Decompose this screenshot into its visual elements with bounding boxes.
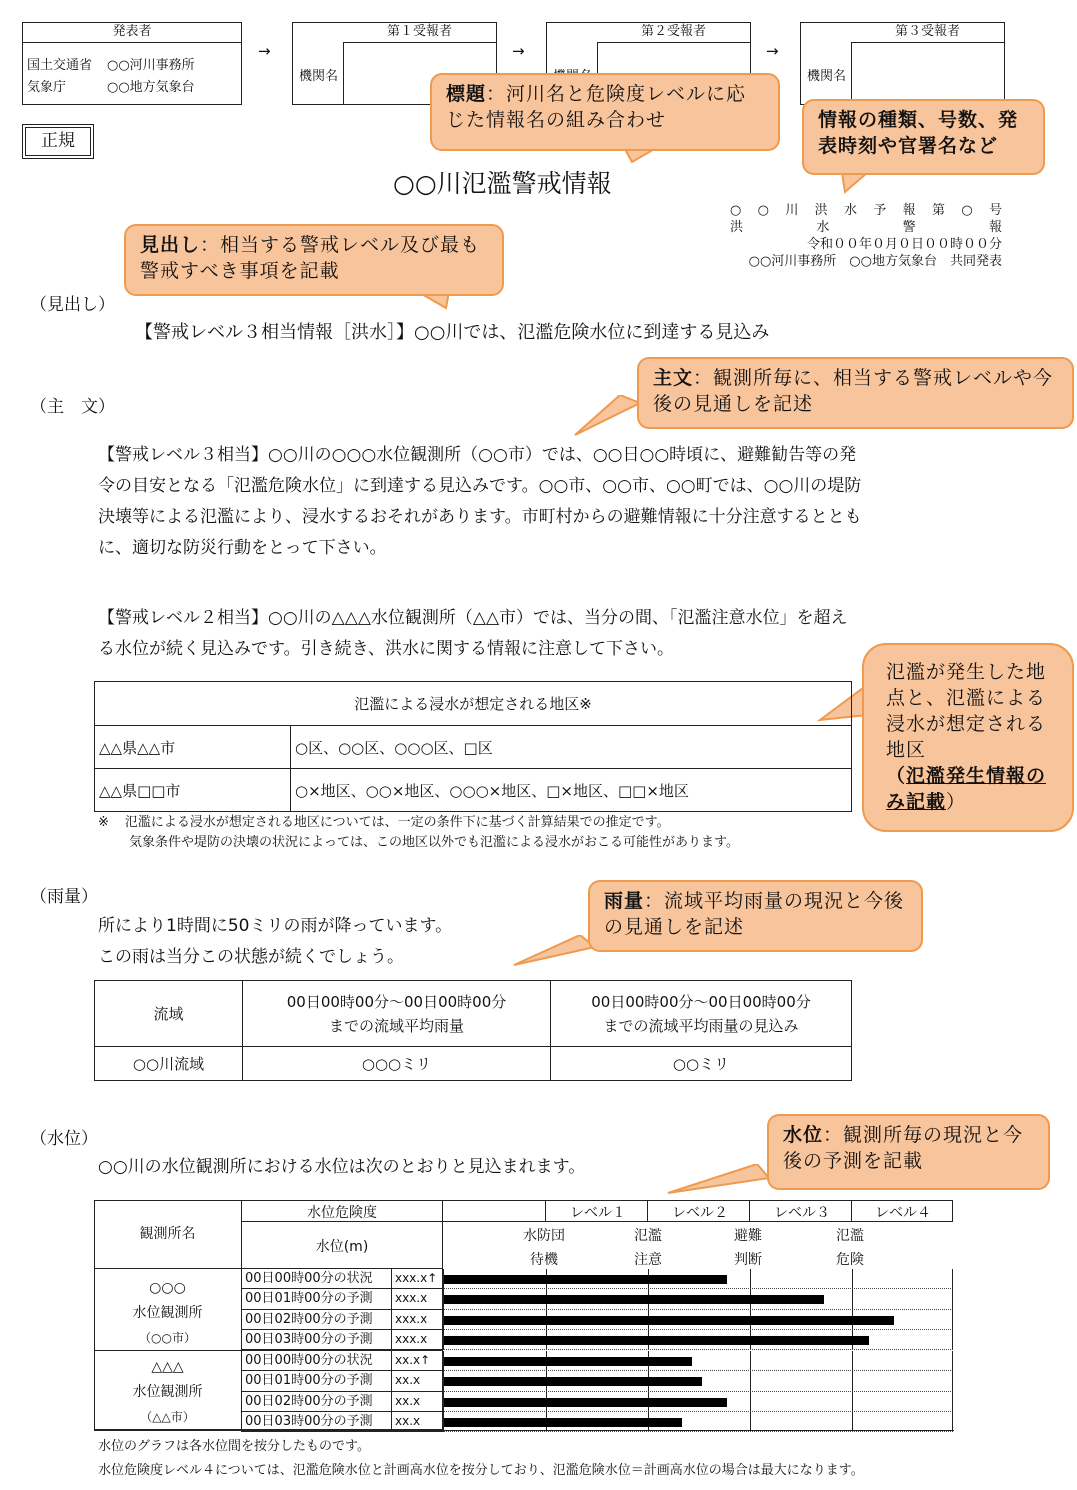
water-level-bar [444,1316,894,1325]
issue-kind: 洪 水 警 報 [730,220,1002,235]
table-row [95,769,852,812]
recipient-2-label: 第２受報者 [597,23,750,43]
water-level-bar [444,1357,692,1366]
callout-water-tail [665,1164,775,1196]
water-graph-cell [443,1351,953,1371]
water-note-1: 水位のグラフは各水位間を按分したものです。 [98,1439,370,1454]
table-row [241,1412,954,1432]
water-label: （水位） [30,1129,98,1149]
main-paragraph-1: 【警戒レベル３相当】○○川の○○○水位観測所（○○市）では、○○日○○時頃に、避難勧告等の発 令の目安となる「氾濫危険水位」に到達する見込みです。○○市、○○市、○○町では、○○川の堤防 決壊等による氾濫により、浸水するおそれがあります。市町村からの避難情報に十分注意するととも に、適切な防災行動をとって下さい。 [98,445,862,558]
flood-area-districts: ○×地区、○○×地区、○○○×地区、□×地区、□□×地区 [291,769,852,812]
rain-col-forecast: 00日00時00分～00日00時00分 までの流域平均雨量の見込み [551,981,852,1047]
level-4-label: レベル４ [875,1205,931,1221]
flood-area-districts: ○区、○○区、○○○区、□区 [291,726,852,769]
water-graph-cell [443,1392,953,1412]
water-graph-cell [443,1289,953,1309]
col-level: 水位(m) [315,1239,369,1255]
level-2-label: レベル２ [672,1205,728,1221]
water-graph-cell [443,1269,953,1289]
table-row [241,1289,954,1309]
water-value: xxx.x [391,1289,443,1309]
issuer-label: 発表者 [23,23,241,43]
flood-area-name: △△県□□市 [95,769,291,812]
headline-text: 【警戒レベル３相当情報［洪水］】○○川では、氾濫危険水位に到達する見込み [135,322,770,343]
threshold-2: 氾濫 注意 [634,1228,662,1268]
table-row [95,726,852,769]
water-value: xxx.x [391,1310,443,1330]
arrow-2: → [512,42,525,60]
threshold-4: 氾濫 危険 [836,1228,864,1268]
issue-info [730,202,1002,270]
water-graph-cell [443,1310,953,1330]
level-3-label: レベル３ [774,1205,830,1221]
water-value: xx.x [391,1371,443,1391]
callout-water: 水位：観測所毎の現況と今後の予測を記載 [767,1114,1050,1190]
table-row [241,1392,954,1412]
rain-label: （雨量） [30,887,98,907]
headline-label: （見出し） [30,295,115,315]
main-label: （主 文） [30,397,115,417]
water-level-bar [444,1398,727,1407]
water-value: xx.x [391,1392,443,1412]
station-1-name: ○○○ 水位観測所 （○○市） [132,1280,203,1345]
recipient-3-box [800,22,1005,105]
water-graph-cell [443,1412,953,1432]
flood-area-name: △△県△△市 [95,726,291,769]
water-note-2: 水位危険度レベル４については、氾濫危険水位と計画高水位を按分しており、氾濫危険水位＝計画高水位の場合は最大になります。 [98,1463,864,1478]
rain-text: 所により1時間に50ミリの雨が降っています。 この雨は当分この状態が続くでしょう。 [98,916,453,967]
water-value: xx.x↑ [391,1351,443,1371]
recipient-3-field: 機関名 [807,69,847,84]
water-intro: ○○川の水位観測所における水位は次のとおりと見込まれます。 [98,1157,586,1177]
water-value: xx.x [391,1412,443,1432]
level-1-label: レベル１ [570,1205,626,1221]
recipient-3-label: 第３受報者 [851,23,1004,43]
table-row [241,1269,954,1289]
rain-forecast: ○○ミリ [551,1047,852,1081]
water-time: 00日03時00分の予測 [241,1330,391,1350]
water-time: 00日00時00分の状況 [241,1269,391,1289]
rain-table [94,980,852,1081]
issuer-office-2: ○○地方気象台 [107,80,195,95]
flood-table-header: 氾濫による浸水が想定される地区※ [95,682,852,726]
water-level-bar [444,1377,702,1386]
table-row [241,1371,954,1391]
water-time: 00日00時00分の状況 [241,1351,391,1371]
water-level-bar [444,1275,727,1284]
water-level-bar [444,1336,869,1345]
rain-col-observed: 00日00時00分～00日00時00分 までの流域平均雨量 [243,981,551,1047]
water-graph-cell [443,1371,953,1391]
water-time: 00日01時00分の予測 [241,1289,391,1309]
water-value: xxx.x↑ [391,1269,443,1289]
issuer-box [22,22,242,105]
callout-rain: 雨量：流域平均雨量の現況と今後の見通しを記述 [588,880,923,952]
water-level-bar [444,1295,824,1304]
callout-main: 主文：観測所毎に、相当する警戒レベルや今後の見通しを記述 [637,357,1074,429]
water-value: xxx.x [391,1330,443,1350]
water-time: 00日01時00分の予測 [241,1371,391,1391]
main-paragraph-2: 【警戒レベル２相当】○○川の△△△水位観測所（△△市）では、当分の間、「氾濫注意水位」を超え る水位が続く見込みです。引き続き、洪水に関する情報に注意して下さい。 [98,608,848,659]
recipient-1-label: 第１受報者 [343,23,496,43]
recipient-1-field: 機関名 [299,69,339,84]
water-level-bar [444,1418,682,1427]
callout-info: 情報の種類、号数、発表時刻や官署名など [802,99,1045,175]
issue-datetime: 令和００年０月０日００時００分 [806,237,1002,252]
arrow-1: → [258,42,271,60]
issue-offices: ○○河川事務所 ○○地方気象台 共同発表 [748,254,1002,269]
rain-basin: ○○川流域 [95,1047,243,1081]
rain-col-basin: 流域 [95,981,243,1047]
col-station: 観測所名 [139,1226,196,1242]
station-2-name: △△△ 水位観測所 （△△市） [132,1359,203,1424]
col-danger: 水位危険度 [307,1205,377,1221]
water-time: 00日03時00分の予測 [241,1412,391,1432]
table-row [95,1047,852,1081]
issuer-office-1: ○○河川事務所 [107,58,195,73]
issue-number: ○ ○ 川 洪 水 予 報 第 ○ 号 [730,203,1002,218]
doc-type-badge: 正規 [22,124,94,159]
issuer-org-2: 気象庁 [27,80,67,95]
page-title: ○○川氾濫警戒情報 [393,169,612,198]
callout-flood-area: 氾濫が発生した地点と、氾濫による浸水が想定される地区 （氾濫発生情報のみ記載） [862,643,1074,832]
callout-title: 標題：河川名と危険度レベルに応じた情報名の組み合わせ [430,73,780,151]
threshold-1: 水防団 待機 [523,1228,565,1268]
callout-rain-tail [510,935,600,970]
rain-observed: ○○○ミリ [243,1047,551,1081]
threshold-3: 避難 判断 [734,1228,762,1268]
water-level-table [94,1200,954,1432]
water-time: 00日02時00分の予測 [241,1392,391,1412]
table-row [241,1351,954,1371]
water-time: 00日02時00分の予測 [241,1310,391,1330]
arrow-3: → [766,42,779,60]
table-row [241,1330,954,1350]
table-row [241,1310,954,1330]
flood-table-note: ※ 氾濫による浸水が想定される地区については、一定の条件下に基づく計算結果での推定です。 気象条件や堤防の決壊の状況によっては、この地区以外でも氾濫による浸水がおこる可能性があります。 [98,815,739,850]
issuer-org-1: 国土交通省 [27,58,93,73]
water-graph-cell [443,1330,953,1350]
flood-area-table [94,681,852,812]
callout-headline: 見出し：相当する警戒レベル及び最も警戒すべき事項を記載 [124,224,504,296]
